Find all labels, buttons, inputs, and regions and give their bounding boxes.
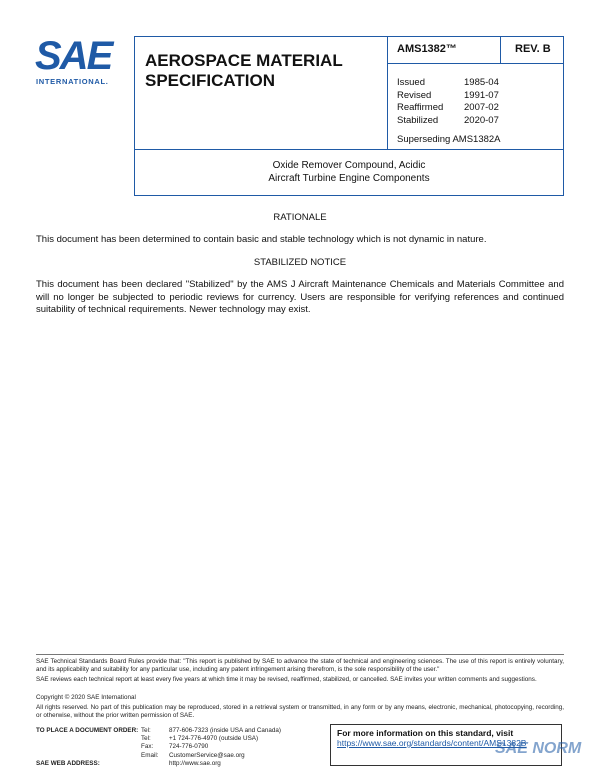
footer-rules-text: SAE Technical Standards Board Rules provide that: "This report is published by SAE to advance the state of technical and engineering sciences. The use of this report is entirely voluntary, and its applicability and suitability for any particular use, including any patent infringement arising therefrom, is the sole responsibility of the user."	[36, 658, 564, 674]
document-subject: Oxide Remover Compound, Acidic Aircraft Turbine Engine Components	[268, 160, 430, 184]
footer-review-text: SAE reviews each technical report at least every five years at which time it may be revised, reaffirmed, stabilized, or cancelled. SAE invites your written comments and suggestions.	[36, 676, 537, 683]
footer-copyright: Copyright © 2020 SAE International	[36, 694, 136, 701]
document-number: AMS1382™	[397, 43, 457, 55]
footer-divider	[36, 654, 564, 655]
date-row-reaffirmed: Reaffirmed 2007-02	[397, 102, 499, 113]
order-contacts: TO PLACE A DOCUMENT ORDER: Tel: 877-606-7323 (inside USA and Canada) Tel: +1 724-776-4970 (outside USA) Fax: 724-776-0790 Email: CustomerService@sae.org SAE WEB ADDRESS: http://www.sae.org	[36, 727, 282, 767]
standard-url-link[interactable]: https://www.sae.org/standards/content/AMS1382B	[337, 738, 527, 748]
date-row-revised: Revised 1991-07	[397, 89, 499, 101]
web-address-link[interactable]: http://www.sae.org	[169, 759, 221, 767]
logo-mark: SAE	[35, 34, 112, 78]
header-box	[134, 36, 564, 196]
email-link[interactable]: CustomerService@sae.org	[169, 751, 245, 759]
date-history	[397, 77, 499, 127]
more-info-title: For more information on this standard, visit	[337, 728, 514, 738]
date-row-stabilized: Stabilized 2020-07	[397, 114, 499, 126]
watermark-logo: SAE NORM	[495, 740, 582, 757]
date-row-issued: Issued 1985-04	[397, 77, 499, 88]
rationale-text: This document has been determined to contain basic and stable technology which is not dynamic in nature.	[36, 234, 487, 245]
logo-subtitle: INTERNATIONAL.	[36, 77, 109, 86]
rationale-heading: RATIONALE	[273, 212, 327, 223]
footer-rights-text: All rights reserved. No part of this publication may be reproduced, stored in a retrieval system or transmitted, in any form or by any means, electronic, mechanical, photocopying, recording, or otherwise, without the prior written permission of SAE.	[36, 704, 564, 720]
superseding-note: Superseding AMS1382A	[397, 134, 501, 145]
stabilized-notice-heading: STABILIZED NOTICE	[253, 257, 347, 268]
document-type-title: AEROSPACE MATERIAL SPECIFICATION	[145, 51, 343, 90]
revision-label: REV. B	[515, 43, 551, 55]
stabilized-notice-text: This document has been declared "Stabilized" by the AMS J Aircraft Maintenance Chemicals and Materials Committee and will no longer be subjected to periodic reviews for currency. Users are responsible for verifying references and continued suitability of technical requirements. Newer technology may exist.	[36, 279, 564, 315]
sae-logo	[35, 36, 115, 86]
